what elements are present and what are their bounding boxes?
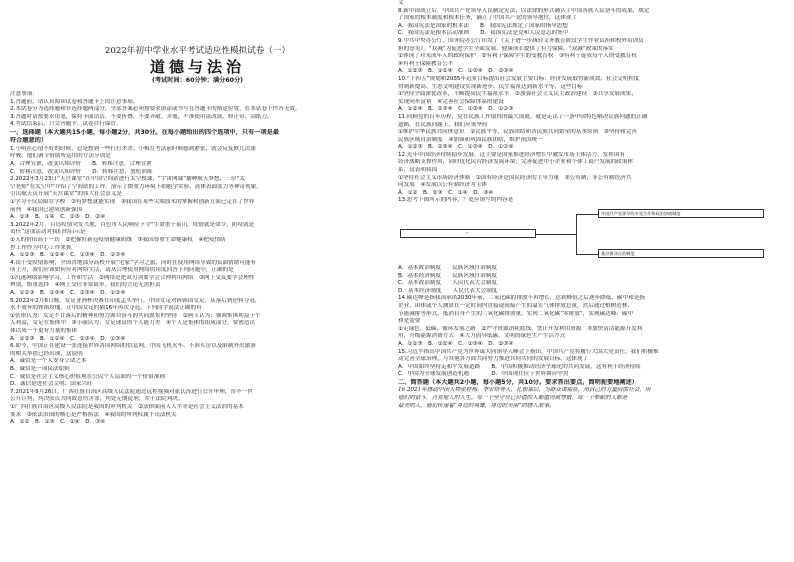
left-column (10, 0, 385, 562)
question-line: ①走绿色、低碳、循环发展之路 ②严守资源消耗底线，禁止开发利用资源 ③加快清洁能源开发利 (398, 325, 643, 332)
question-line: 最美的人。他们传递着“身边的英雄，身边的美丽”的感人故事。 (398, 402, 555, 409)
notes-line: 2.本试卷分为选择题和非选择题两部分，全部答案必须按要求填涂或书写在答题卡的指定位置，在本试卷上作答无效。 (10, 106, 301, 113)
question-line: B．基本经济制度 民族区域自治制度 (398, 272, 497, 279)
question-line: 动完善全球治理，与其他各方面共同努力推进共同共同的发展目标，这体现了 (398, 356, 589, 363)
diagram-box-bottom: 基层群众自治制度 (598, 249, 764, 258)
question-line: 义 (398, 0, 404, 6)
question-line: C．转移注意，改变认知评价 D．转移注意，放松训练 (10, 168, 153, 175)
question-line: 8.新中国成立后，中国共产党领导人民制定宪法，以法律的形式确认了中国各族人民奋斗的成果，规定 (398, 7, 650, 14)
question-line: D．基本经济制度 人民代表大会制度 (398, 287, 498, 294)
question-line: 10.“十四五”规划和2035年远景目标提出社会发展主要目标：经济发展取得新成效、社会文明程度 (398, 75, 640, 82)
question-line: A．①② B．②③ C．①④ D．③④ (398, 189, 494, 196)
question-line: 和是需要 (398, 318, 421, 325)
question-line: C．我国宪法是根本活动准则 D．我国宪法是党和人民意志的集中 (398, 30, 569, 37)
q13-options (398, 265, 782, 295)
question-line: 所上升，我们应该如何应对网络生活，请从合理使用网络的角度回答下列问题中，正确的是 (10, 267, 234, 274)
question-line: ①体现了对未成年人的政府保护 ②有利于保障学生的受教育权 ③有利于促成每个人的受教育权 (398, 53, 637, 60)
question-line: 企业、团体或个人测算在一定时间内直接或间接产生的温室气体排放总量，然后通过植树造林、 (398, 303, 633, 309)
question-line: 责任”这项活动对我们的启示是 (10, 229, 86, 236)
question-line: 13.思考下图所示的内容，？处应填写的内容是 (398, 197, 514, 204)
question-line: 经济战略支撑作用，同时优化民营经济发展环境，完善促进中小企业和个体工商户发展的政策体 (398, 159, 633, 166)
question-line: B．诚信是一项民法原则 (10, 366, 70, 372)
right-column (398, 0, 782, 562)
question-line: 呼吸。他们调节情绪所运用的方法分别是 (10, 153, 111, 160)
right-questions-bottom (398, 295, 782, 379)
question-line: 15.习近平指出中国共产党为世界谋大同领导人峰会上指出，中国共产党将履行大国大党责任，我们积极推 (398, 348, 659, 355)
notes-line: 4.考试结束后，只交答题卡，试卷自行保管。 (10, 121, 122, 128)
diagram-connector (576, 254, 598, 255)
question-line: 永不放弃的铿锵玫瑰，让中国女足时隔16年再次夺冠。下列同学说法正确的有 (10, 305, 202, 312)
question-line: A．①③ B．①④ C．②③ D．②④ (10, 214, 106, 221)
notes-line: 1.答题前，请认真阅读试卷和答题卡上的注意事项。 (10, 98, 139, 105)
question-line: 实现同步富裕 ④完善社会保障体系的建设 (398, 98, 504, 105)
question-line: C．中国为全球发展创造机遇 D．中国现在位于世界舞台中央 (398, 371, 569, 378)
question-line: ④有利于保障教育公平 (398, 60, 454, 67)
question-line: A．①②③ B．①②④ C．①③④ D．②③④ (398, 68, 514, 75)
question-line: A．①②③ B．②③④ C．①③④ D．①②④ (398, 144, 514, 151)
q13-diagram (398, 207, 782, 263)
question-line: A．合理宣泄，改变认知评价 B．转移注意，合理宣泄 (10, 160, 152, 167)
question-line: ①维护中华民族共同体意识 ②民族平等、民族团结和各民族共同繁荣的基本原则 ③坚持和完善 (398, 129, 637, 136)
question-line: 了国家的根本制度和根本任务，确立了中国共产党的领导地位，这体现了 (398, 15, 578, 22)
question-line: A．①②③ B．①②④ C．②③④ D．①③④ (10, 335, 126, 342)
question-line: C．基本政治制度 人民代表大会制度 (398, 280, 498, 287)
section1-heading-cont: 符合题意的） (10, 137, 48, 145)
question-line: A．诚信是一个人安身立命之本 (10, 358, 87, 365)
left-questions (10, 146, 385, 427)
section2-heading: 二、简答题（本大题共2小题，每小题5分，共10分。要求答出要点，简明扼要地阐述） (398, 378, 638, 386)
question-line: 引出航天员开展“天宫课堂”的伟大社会意义是 (10, 191, 123, 198)
question-line: 的相关举措已经出现，这说明 (10, 350, 83, 357)
question-line: 道路，在民族问题上，我们应该坚持 (398, 121, 488, 128)
question-line: 体以成一个更有力量的集体 (10, 328, 78, 335)
exam-info: (考试时间：60分钟；满分60分) (152, 77, 243, 84)
right-questions-top (398, 0, 782, 205)
question-line: 3.2022年2月，百岛疫情突发当地，百色市人民响应下令“生命重于泰山，疫情就是命令，防疫就是 (10, 221, 255, 228)
question-line: ①人的价值高于一切 ②把握好新冠疫情健康防线 ③我国尊重生命健康权 ④把疫情防 (10, 236, 226, 243)
diagram-bracket (576, 214, 577, 254)
question-line: ①坚持社会主义市场经济体制 ②国有经济是国民经济的主导力量 ③公有制，非公有制经济共 (398, 174, 632, 181)
diagram-box-top: 中国共产党领导的多党合作和政治协商制度 (598, 209, 764, 218)
subject-title: 道德与法治 (149, 58, 245, 76)
question-line: D．诚信是进社会文明、国家兴旺 (10, 381, 93, 388)
question-line: ①张依认为：女足不甘落后的精神和努力源自奋斗的共同愿景的坚持 ②阿玉认为：强调集体利益于个 (10, 312, 261, 319)
question-line: 系，这表明我国 (398, 167, 438, 174)
question-line: 节能减排等形式，抵消自身产生的二氧化碳排放量，实现二氧化碳“零排放”，实现碳达峰、碳中 (398, 310, 634, 317)
question-line: ①广西壮族自治区高级人民法院是我国的审判机关 ②法律面前人人平等是社会主义法治的基本 (10, 403, 244, 410)
question-line: 辨别，慎重选择 ④网上交往非常简单，我们的言论无需担责 (10, 282, 161, 289)
question-line: 4.由于受疫情影响，全国各地部分高校开展“宅家”学习之旅，同时在使用网络导致的负面情绪可能有 (10, 259, 257, 266)
exam-title: 2022年初中学业水平考试适应性模拟试卷（一） (104, 46, 291, 56)
question-line: 公开宣判，判决张氏共同故意伤害罪，判处无期徒刑，并于法院判决。 (10, 396, 184, 403)
question-line: 人利益，女足在集体中 ③小丽认为：女足球员的个人能力差 ④个人是集体的组成部分，要创造出 (10, 320, 255, 327)
diagram-connector (536, 234, 576, 235)
notes-line: 注意事项： (10, 91, 38, 97)
question-line: A．中国始终坚持走和平发展道路 B．中国积极推动经济全球化的共同发展，这有利于经济持续 (398, 363, 641, 370)
question-line: A．①②③ B．①②④ C．①③④ D．②③④ (398, 340, 514, 347)
question-line: 同发展 ④发展以公有制经济为主体 (398, 182, 487, 189)
question-line: 民族区域自治制度 ④加强和巩固民族团结，维护祖国统一 (398, 136, 543, 143)
question-line: 5.2022年2月6日晚，女足亚洲杯决赛在印度孟买举行，中国女足对阵韩国女足。从落后到逆转夺冠， (10, 297, 261, 304)
question-line: ①坚持全面深化改革，不断提高民生福祉水平 ②加强社会主义民主政治建设 ③共享发展成果， (398, 91, 637, 98)
question-line: 16.2021年感动中国人物张桂梅，李宏塔等人，扎根基层，为群众谋福祉，用自己的力量回馈社会，用 (398, 387, 651, 394)
question-line: A．①②③ B．①③④ C．②③④ D．①②④ (10, 290, 126, 297)
question-line: 空老师”在太空中“介绍了空间站的工作，演示了微重力环境下细胞学实验、液体表面张力等神奇现象， (10, 183, 262, 190)
question-line: ①学习不仅局限在学校 ②有梦想就能实现 ③我国在某些尖端技术的掌握和创新方面已走在了世界 (10, 198, 255, 205)
notes-block (10, 91, 385, 129)
question-line: 6.如今，中国正在建设一张连接世界各国网络的信息网，中国飞机火车、不准买房以及限制外出旅游 (10, 343, 256, 350)
question-line: 2.2022年3月23日“天宫课堂”在中国空间站进行太空授课，“宇宙网课”播种航天梦想，三位“太 (10, 176, 245, 183)
diagram-box-left: ？ (400, 229, 536, 238)
question-line: 11.回顾党的百年历程，党在民族工作取得的最大成就，就是走出了一条中国特色解决民族问题的正确 (398, 113, 648, 120)
question-line: 前列 ④我国已建成创新强国 (10, 206, 83, 213)
question-line: 1.小明在心情不好的时候，总是想到一些打打杀杀；小梅在考试前时候感到紧张，就会反复默几次深 (10, 145, 256, 152)
q16-text (398, 387, 782, 410)
notes-line: 3.答题时请按要求用笔，保持卡面清洁，不要折叠，不要弄破、弄皱，不准使用涂改液、修正带、刮纸刀。 (10, 113, 273, 120)
question-line: 担的意见》，“双减”为促进学生全面发展、健康成长提供了有力保障。“双减”政策的落实 (398, 45, 614, 52)
question-line: 要求 ③依法治国的核心是严格执法 ④我国的审判权属于司法机关 (10, 411, 177, 418)
question-line: A．①②③ B．①②④ C．①③④ D．②③④ (10, 252, 126, 259)
question-line: 他们的奋斗，点亮他人的人生。每一个坚守自己价值的人都值得被尊敬，每一个奉献的人都是 (398, 394, 628, 401)
question-line: 12.近年中国经济持续稳步发展，这主要是国家推进经济增长中激发市场主体活力，发挥国有 (398, 151, 626, 158)
question-line: 9.中共中央办公厅、国务院办公厅印发了《关于进一步减轻义务教育阶段学生作业负担和校外培训负 (398, 37, 644, 44)
diagram-connector (576, 214, 598, 215)
question-line: 控工作作为中心工作来抓 (10, 244, 72, 251)
question-line: ①沉迷网络影响学习、工作和生活 ②网络是把双刃剑要学会合理利用网络 ③网上交友要学会理性 (10, 274, 255, 281)
question-line: A．基本政治制度 民族区域自治制度 (398, 265, 497, 272)
question-line: A．①② B．①③ C．②④ D．③④ (10, 419, 106, 426)
question-line: A．我国宪法是国家的根本法 B．我国宪法规定了国家的指导思想 (398, 22, 568, 29)
question-line: 得到新提高、生态文明建设实现新进步、民生福祉达到新水平等，这些目标 (398, 83, 583, 90)
question-line: A．①②④ B．②③④ C．①③④ D．①②③ (398, 106, 514, 113)
question-line: 14.碳达峰是指我国承诺2030年前，二氧化碳的排放不再增长，达到峰值之后逐步降低。碳中和是指 (398, 295, 645, 302)
question-line: C．诚信是社会主义核心价值观在公民个人层面的一个价值准则 (10, 373, 165, 380)
question-line: 用，升级能源消费方式 ④大力倡导低碳、文明的绿色生产生活方式 (398, 333, 566, 340)
question-line: 7.2021年9月26日，广西壮族自治区高级人民法院通过远程视频对张氏浑进行公开审理，浑辛一世 (10, 388, 253, 395)
section1-heading: 一、选择题（本大题共15小题，每小题2分，共30分。在每小题给出的四个选项中，只有一项是最 (10, 128, 280, 136)
